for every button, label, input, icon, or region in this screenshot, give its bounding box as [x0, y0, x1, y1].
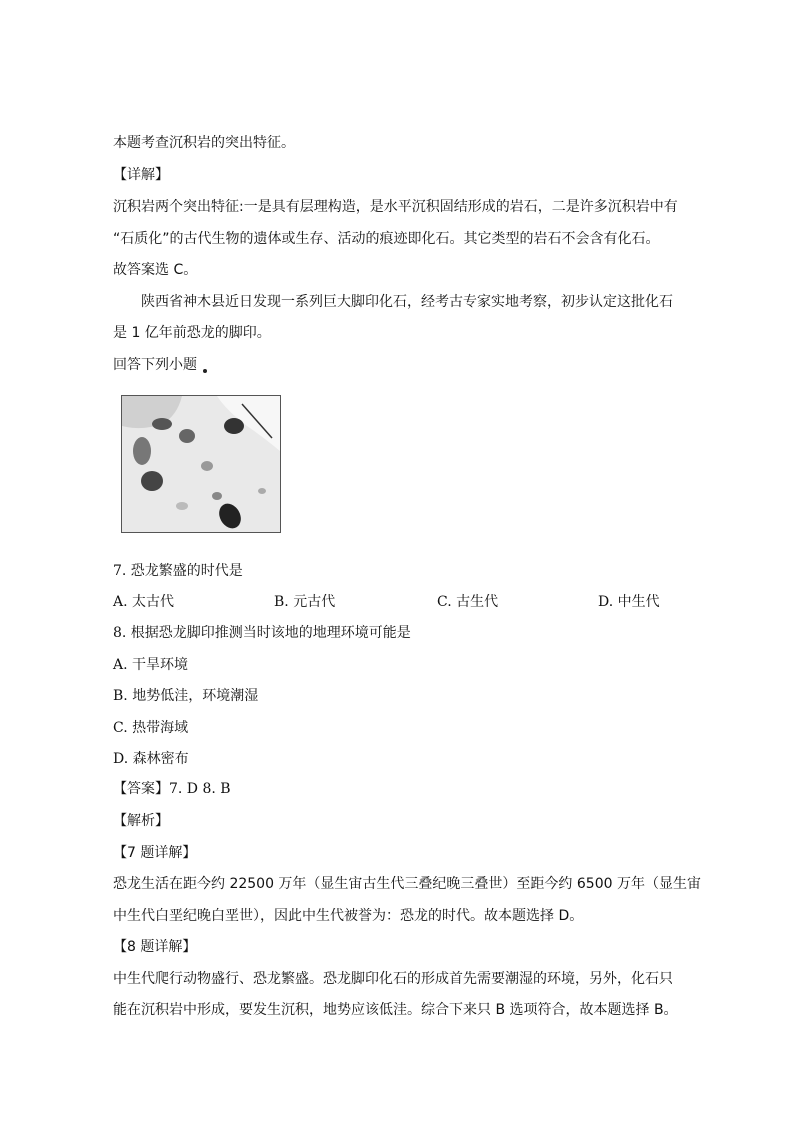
dinosaur-footprint-photo — [121, 395, 281, 533]
q8-detail-line: 中生代爬行动物盛行、恐龙繁盛。恐龙脚印化石的形成首先需要潮湿的环境，另外，化石只 — [113, 971, 673, 987]
question-stem-line: 陕西省神木县近日发现一系列巨大脚印化石，经考古专家实地考察，初步认定这批化石 — [141, 294, 673, 310]
q8-option-c: C. 热带海域 — [113, 720, 189, 736]
q7-option-a: A. 太古代 — [113, 594, 175, 610]
q8-detail-heading: 【8 题详解】 — [113, 939, 197, 955]
analysis-heading: 【解析】 — [113, 813, 169, 829]
q7-detail-line: 中生代白垩纪晚白垩世），因此中生代被誉为：恐龙的时代。故本题选择 D。 — [113, 908, 584, 924]
q7-option-d: D. 中生代 — [598, 594, 660, 610]
question-stem-line: 是 1 亿年前恐龙的脚印。 — [113, 325, 271, 341]
q8-option-d: D. 森林密布 — [113, 751, 189, 767]
q8-detail-line: 能在沉积岩中形成，要发生沉积，地势应该低洼。综合下来只 B 选项符合，故本题选择 B。 — [113, 1002, 678, 1018]
question-8: 8. 根据恐龙脚印推测当时该地的地理环境可能是 — [113, 625, 411, 641]
detail-paragraph-line: 故答案选 C。 — [113, 262, 198, 278]
answer-prompt — [113, 355, 207, 375]
detail-paragraph-line: “石质化”的古代生物的遗体或生存、活动的痕迹即化石。其它类型的岩石不会含有化石。 — [113, 231, 660, 247]
dot-mark — [203, 369, 207, 373]
answer-line: 【答案】7. D 8. B — [113, 781, 231, 797]
q7-option-c: C. 古生代 — [437, 594, 499, 610]
q7-detail-line: 恐龙生活在距今约 22500 万年（显生宙古生代三叠纪晚三叠世）至距今约 6500 万年（显生宙 — [113, 876, 701, 892]
intro-line: 本题考查沉积岩的突出特征。 — [113, 135, 295, 151]
q7-detail-heading: 【7 题详解】 — [113, 845, 197, 861]
footprint-photo-image — [122, 396, 280, 532]
detail-paragraph-line: 沉积岩两个突出特征:一是具有层理构造，是水平沉积固结形成的岩石，二是许多沉积岩中有 — [113, 199, 678, 215]
q8-option-a: A. 干旱环境 — [113, 657, 189, 673]
q7-option-b: B. 元古代 — [274, 594, 336, 610]
detail-heading: 【详解】 — [113, 167, 169, 183]
answer-prompt-text: 回答下列小题 — [113, 357, 197, 373]
question-7: 7. 恐龙繁盛的时代是 — [113, 563, 243, 579]
q8-option-b: B. 地势低洼，环境潮湿 — [113, 688, 259, 704]
